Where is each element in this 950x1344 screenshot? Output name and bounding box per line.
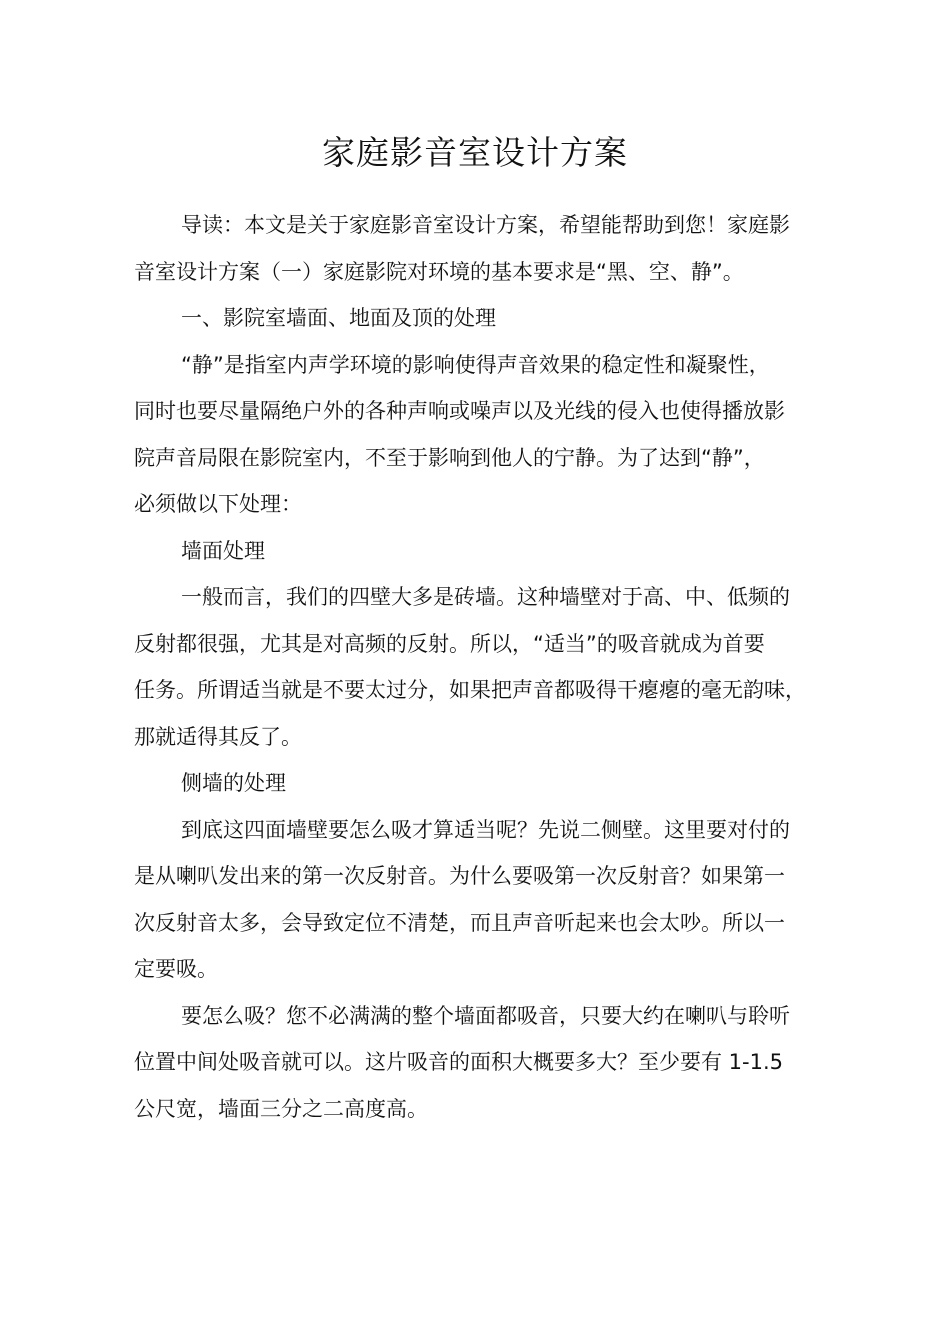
paragraph-line: 是从喇叭发出来的第一次反射音。为什么要吸第一次反射音？如果第一 — [134, 864, 785, 888]
subheading-wall-treatment: 墙面处理 — [181, 539, 265, 563]
paragraph-line: 任务。所谓适当就是不要太过分，如果把声音都吸得干瘪瘪的毫无韵味， — [134, 678, 806, 702]
paragraph-line: 必须做以下处理： — [134, 492, 302, 516]
paragraph-line: 定要吸。 — [134, 957, 218, 981]
paragraph-line: 次反射音太多，会导致定位不清楚，而且声音听起来也会太吵。所以一 — [134, 911, 785, 935]
paragraph-line: “静”是指室内声学环境的影响使得声音效果的稳定性和凝聚性， — [181, 353, 770, 377]
intro-line-2: 音室设计方案（一）家庭影院对环境的基本要求是“黑、空、静”。 — [134, 260, 744, 284]
paragraph-line: 那就适得其反了。 — [134, 725, 302, 749]
paragraph-line: 一般而言，我们的四壁大多是砖墙。这种墙壁对于高、中、低频的 — [181, 585, 790, 609]
paragraph-line: 到底这四面墙壁要怎么吸才算适当呢？先说二侧壁。这里要对付的 — [181, 818, 790, 842]
paragraph-line: 院声音局限在影院室内，不至于影响到他人的宁静。为了达到“静”， — [134, 446, 765, 470]
paragraph-line: 要怎么吸？您不必满满的整个墙面都吸音，只要大约在喇叭与聆听 — [181, 1004, 790, 1028]
section-heading: 一、影院室墙面、地面及顶的处理 — [181, 306, 496, 330]
subheading-side-wall: 侧墙的处理 — [181, 771, 286, 795]
paragraph-line: 公尺宽，墙面三分之二高度高。 — [134, 1097, 428, 1121]
paragraph-line: 反射都很强，尤其是对高频的反射。所以，“适当”的吸音就成为首要 — [134, 632, 765, 656]
paragraph-line: 同时也要尽量隔绝户外的各种声响或噪声以及光线的侵入也使得播放影 — [134, 399, 785, 423]
document-title: 家庭影音室设计方案 — [322, 133, 628, 172]
paragraph-line: 位置中间处吸音就可以。这片吸音的面积大概要多大？至少要有 1-1.5 — [134, 1050, 784, 1074]
intro-line-1: 导读：本文是关于家庭影音室设计方案，希望能帮助到您！家庭影 — [181, 213, 790, 237]
